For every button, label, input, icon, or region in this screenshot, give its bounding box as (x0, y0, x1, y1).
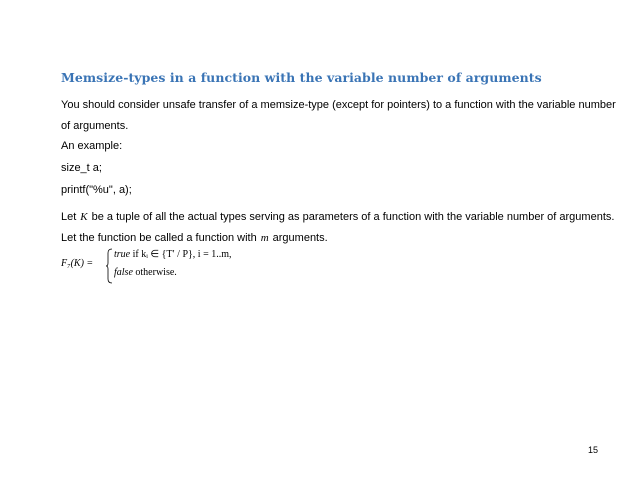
formula-case-true (114, 249, 232, 260)
code-line-printf: printf("%u", a); (61, 184, 132, 196)
code-line-declaration: size_t a; (61, 162, 102, 174)
variable-k: K (80, 211, 88, 223)
case-true-word: true (114, 249, 131, 260)
formula-case-false (114, 267, 177, 278)
case-true-condition: if kᵢ ∈ {T′ / P}, i = 1..m, (130, 249, 232, 260)
page-number: 15 (588, 445, 599, 455)
definition-suffix: arguments. (272, 232, 328, 244)
example-label: An example: (61, 140, 123, 152)
left-brace-icon (105, 248, 113, 284)
paragraph-unsafe-transfer: You should consider unsafe transfer of a memsize-type (except for pointers) to a function with the variable number of arguments. (61, 99, 616, 132)
case-false-condition: otherwise. (132, 267, 177, 278)
paragraph-definition (61, 207, 621, 249)
formula-lhs: F₇(K) = (61, 258, 94, 269)
section-heading: Memsize-types in a function with the variable number of arguments (61, 70, 542, 85)
definition-middle: be a tuple of all the actual types serving as parameters of a function with the variable number of arguments. Let the function be called a function with (61, 211, 615, 244)
definition-prefix: Let (61, 211, 77, 223)
case-false-word: false (114, 267, 133, 278)
variable-m: m (260, 232, 269, 244)
